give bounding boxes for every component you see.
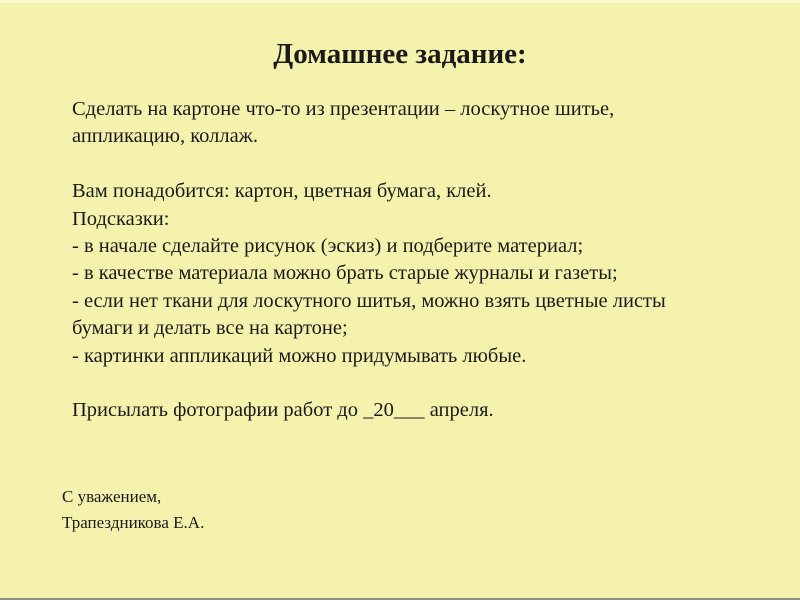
body-line: - в начале сделайте рисунок (эскиз) и подберите материал; [72,235,584,258]
body-line: Подсказки: [72,207,170,230]
slide-top-edge [0,0,800,3]
body-line: - в качестве материала можно брать старые журналы и газеты; [72,262,618,285]
slide-title: Домашнее задание: [273,38,527,70]
body-line-blank [72,151,770,178]
signature-line: Трапездникова Е.А. [62,512,205,532]
body-line: аппликацию, коллаж. [72,125,258,148]
body-line: Сделать на картоне что-то из презентации – лоскутное шитье, [72,98,615,120]
body-line: - картинки аппликаций можно придумывать любые. [72,344,527,367]
signature-line: С уважением, [62,487,162,506]
body-line-blank [72,370,770,397]
body-line: Присылать фотографии работ до _20___ апреля. [72,399,494,422]
body-line: бумаги и делать все на картоне; [72,317,348,340]
signature [62,484,204,535]
body-line: Вам понадобится: картон, цветная бумага, клей. [72,180,492,203]
slide-body [72,96,770,425]
body-line: - если нет ткани для лоскутного шитья, можно взять цветные листы [72,289,666,312]
